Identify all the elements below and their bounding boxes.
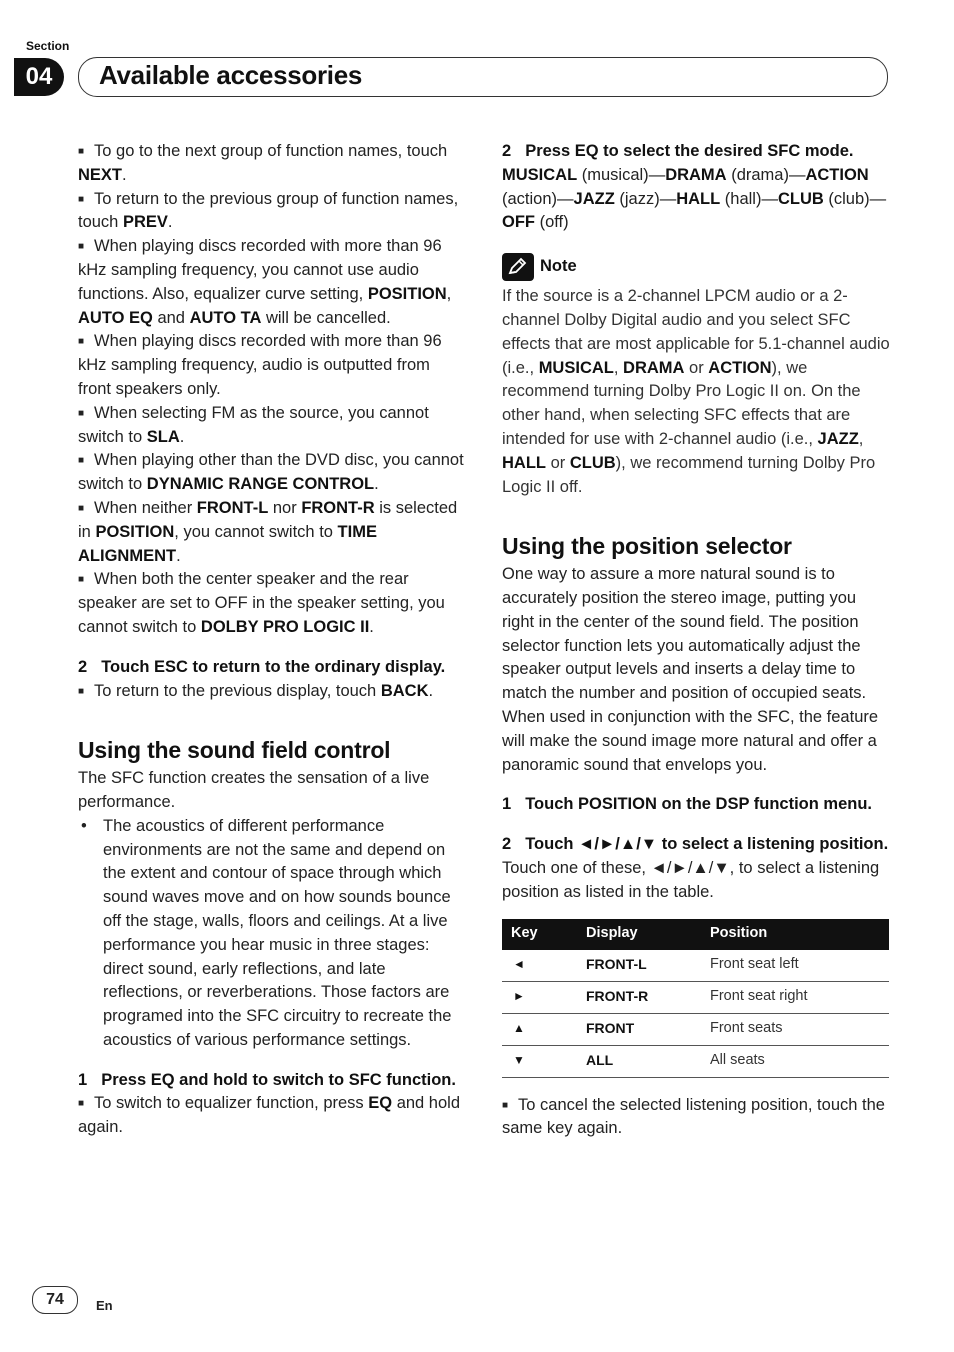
left-column (78, 140, 466, 1140)
table-row (502, 950, 889, 982)
step-select-listening-position: 2 Touch ◄/►/▲/▼ to select a listening position. (502, 835, 889, 854)
bullet-fm-source: ■ When selecting FM as the source, you cannot switch to SLA. (78, 403, 429, 446)
sfc-intro: The SFC function creates the sensation of a live performance. (78, 769, 430, 811)
bullet-square-icon: ■ (78, 146, 85, 157)
page-number: 74 (32, 1286, 78, 1314)
heading-position-selector: Using the position selector (502, 533, 792, 560)
table-row (502, 1045, 889, 1077)
bullet-speaker-off: ■ When both the center speaker and the rear speaker are set to OFF in the speaker setting, you cannot switch to DOLBY PRO LOGIC II. (78, 570, 445, 636)
table-header-display: Display (577, 919, 701, 950)
bullet-square-icon: ■ (78, 455, 85, 467)
bullet-next: ■ To go to the next group of function names, touch NEXT. (78, 142, 448, 184)
bullet-square-icon: ■ (78, 574, 85, 586)
pencil-note-icon (502, 253, 534, 281)
bullet-square-icon: ■ (78, 685, 85, 697)
up-arrow-icon: ▲ (502, 1013, 577, 1045)
bullet-high-sampling-audio: ■ When playing discs recorded with more than 96 kHz sampling frequency, you cannot use audio functions. Also, equalizer curve setting, POSITION, AUTO EQ and AUTO TA will be cancelled. (78, 237, 452, 327)
bullet-equalizer: ■ To switch to equalizer function, press EQ and hold again. (78, 1094, 461, 1137)
section-number-badge: 04 (14, 58, 64, 96)
heading-sound-field-control: Using the sound field control (78, 737, 391, 764)
table-cell-position: Front seat right (701, 981, 889, 1013)
note-header (502, 253, 890, 281)
table-cell-position: Front seat left (701, 950, 889, 982)
bullet-square-icon: ■ (78, 502, 85, 514)
bullet-square-icon: ■ (78, 1098, 85, 1110)
position-intro: One way to assure a more natural sound is to accurately position the stereo image, putting you right in the center of the sound field. The position selector function lets you automatically adjust the speaker output levels and inserts a delay time to match the number and position of occupied seats. When used in conjunction with the SFC, the feature will make the sound image more natural and offer a panoramic sound that envelops you. (502, 565, 879, 774)
table-cell-display: ALL (577, 1045, 701, 1077)
table-header-key: Key (502, 919, 577, 950)
left-arrow-icon: ◄ (502, 950, 577, 982)
table-cell-display: FRONT-R (577, 981, 701, 1013)
bullet-position-restriction: ■ When neither FRONT-L nor FRONT-R is selected in POSITION, you cannot switch to TIME ALIGNMENT. (78, 498, 458, 565)
table-row (502, 1013, 889, 1045)
table-row (502, 981, 889, 1013)
bullet-prev: ■ To return to the previous group of function names, touch PREV. (78, 189, 459, 232)
step-press-eq-mode: 2 Press EQ to select the desired SFC mode. (502, 142, 854, 160)
section-label: Section (26, 39, 70, 53)
table-cell-display: FRONT-L (577, 950, 701, 982)
page-title: Available accessories (99, 60, 363, 90)
sfc-mode-sequence: MUSICAL (musical)—DRAMA (drama)—ACTION (action)—JAZZ (jazz)—HALL (hall)—CLUB (club)—OFF (off) (502, 165, 887, 232)
bullet-square-icon: ■ (78, 193, 85, 205)
right-column (502, 140, 890, 1141)
bullet-back: ■ To return to the previous display, touch BACK. (78, 681, 434, 700)
bullet-cancel-position: ■ To cancel the selected listening position, touch the same key again. (502, 1095, 885, 1138)
bullet-square-icon: ■ (78, 241, 85, 253)
listening-position-instructions: Touch one of these, ◄/►/▲/▼, to select a listening position as listed in the table. (502, 858, 880, 901)
note-title: Note (540, 257, 577, 276)
bullet-high-sampling-output: ■ When playing discs recorded with more than 96 kHz sampling frequency, audio is outputted from front speakers only. (78, 332, 442, 398)
bullet-non-dvd: ■ When playing other than the DVD disc, you cannot switch to DYNAMIC RANGE CONTROL. (78, 451, 464, 494)
step-touch-position: 1 Touch POSITION on the DSP function menu. (502, 795, 872, 814)
right-arrow-icon: ► (502, 981, 577, 1013)
table-header-position: Position (701, 919, 889, 950)
table-cell-position: Front seats (701, 1013, 889, 1045)
table-cell-display: FRONT (577, 1013, 701, 1045)
step-touch-esc: 2 Touch ESC to return to the ordinary display. (78, 657, 446, 676)
bullet-square-icon: ■ (78, 336, 85, 348)
language-code: En (96, 1298, 113, 1313)
table-header-row (502, 919, 889, 950)
dot-bullet-icon: • (81, 816, 87, 835)
sfc-acoustics-point: • The acoustics of different performance environments are not the same and depend on the extent and contour of space through which sound waves move and on how sounds bounce off the stage, walls, floors and ceilings. At a live performance you hear music in three stages: direct sound, early reflections, and late reflections, or reverberations. Those factors are programed into the SFC circuitry to recreate the acoustics of various performance settings. (81, 816, 452, 1049)
down-arrow-icon: ▼ (502, 1045, 577, 1077)
bullet-square-icon: ■ (502, 1099, 509, 1111)
note-body: If the source is a 2-channel LPCM audio or a 2-channel Dolby Digital audio and you select SFC effects that are most applicable for 5.1-channel audio (i.e., MUSICAL, DRAMA or ACTION), we recommend turning Dolby Pro Logic II on. On the other hand, when selecting SFC effects that are intended for use with 2-channel audio (i.e., JAZZ, HALL or CLUB), we recommend turning Dolby Pro Logic II off. (502, 287, 890, 496)
bullet-square-icon: ■ (78, 407, 85, 419)
table-cell-position: All seats (701, 1045, 889, 1077)
position-table (502, 919, 889, 1078)
step-press-eq-hold: 1 Press EQ and hold to switch to SFC function. (78, 1070, 456, 1089)
